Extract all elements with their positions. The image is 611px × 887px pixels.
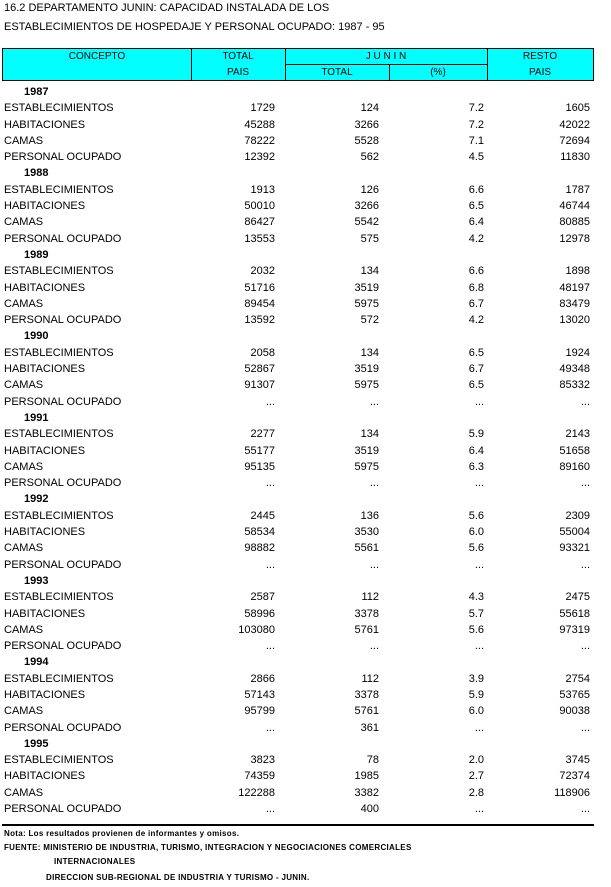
- source-line3: DIRECCION SUB-REGIONAL DE INDUSTRIA Y TURISMO - JUNIN.: [46, 873, 310, 882]
- junin-pct-cell: 2.0: [468, 754, 484, 767]
- concept-cell: ESTABLECIMIENTOS: [4, 754, 114, 767]
- table-row: [0, 703, 611, 719]
- table-row: [0, 263, 611, 279]
- junin-pct-cell: 6.5: [468, 379, 484, 392]
- concept-cell: CAMAS: [4, 134, 44, 147]
- table-row: [0, 687, 611, 703]
- junin-pct-cell: 7.2: [468, 102, 484, 115]
- header-resto-pais: PAIS: [528, 67, 552, 78]
- junin-pct-cell: 6.5: [468, 346, 484, 359]
- header-concepto: CONCEPTO: [68, 51, 126, 62]
- junin-total-cell: ...: [369, 477, 379, 490]
- junin-total-cell: 5975: [354, 460, 379, 473]
- table-row: [0, 785, 611, 801]
- resto-pais-cell: ...: [580, 395, 590, 408]
- junin-pct-cell: 6.0: [468, 526, 484, 539]
- concept-cell: PERSONAL OCUPADO: [4, 395, 122, 408]
- concept-cell: 1989: [24, 248, 49, 261]
- junin-total-cell: 3519: [354, 363, 379, 376]
- concept-cell: ESTABLECIMIENTOS: [4, 183, 114, 196]
- junin-pct-cell: 7.2: [468, 118, 484, 131]
- junin-pct-cell: 5.7: [468, 607, 484, 620]
- resto-pais-cell: 53765: [559, 688, 590, 701]
- concept-cell: CAMAS: [4, 460, 44, 473]
- concept-cell: CAMAS: [4, 623, 44, 636]
- year-row: [0, 654, 611, 670]
- junin-pct-cell: ...: [474, 477, 484, 490]
- junin-pct-cell: 6.6: [468, 183, 484, 196]
- total-pais-cell: 1729: [250, 102, 275, 115]
- resto-pais-cell: 42022: [559, 118, 590, 131]
- total-pais-cell: ...: [265, 721, 275, 734]
- junin-pct-cell: 5.6: [468, 509, 484, 522]
- junin-pct-cell: 6.0: [468, 705, 484, 718]
- resto-pais-cell: 55618: [559, 607, 590, 620]
- total-pais-cell: ...: [265, 803, 275, 816]
- resto-pais-cell: 46744: [559, 200, 590, 213]
- year-row: [0, 736, 611, 752]
- concept-cell: PERSONAL OCUPADO: [4, 477, 122, 490]
- concept-cell: CAMAS: [4, 297, 44, 310]
- total-pais-cell: 122288: [238, 786, 275, 799]
- concept-cell: PERSONAL OCUPADO: [4, 558, 122, 571]
- header-junin-pct: (%): [430, 67, 446, 78]
- junin-total-cell: 5528: [354, 134, 379, 147]
- header-junin-total: TOTAL: [321, 67, 353, 78]
- junin-total-cell: ...: [369, 558, 379, 571]
- header-junin: J U N I N: [365, 51, 407, 62]
- junin-pct-cell: ...: [474, 395, 484, 408]
- total-pais-cell: 86427: [244, 216, 275, 229]
- resto-pais-cell: 97319: [559, 623, 590, 636]
- concept-cell: PERSONAL OCUPADO: [4, 151, 122, 164]
- total-pais-cell: 2032: [250, 265, 275, 278]
- junin-pct-cell: 4.5: [468, 151, 484, 164]
- table-row: [0, 752, 611, 768]
- table-row: [0, 720, 611, 736]
- table-title-line1: 16.2 DEPARTAMENTO JUNIN: CAPACIDAD INSTALADA DE LOS: [4, 2, 330, 14]
- resto-pais-cell: 80885: [559, 216, 590, 229]
- concept-cell: CAMAS: [4, 705, 44, 718]
- total-pais-cell: ...: [265, 640, 275, 653]
- table-row: [0, 557, 611, 573]
- resto-pais-cell: 11830: [560, 151, 590, 164]
- concept-cell: HABITACIONES: [4, 363, 86, 376]
- junin-total-cell: 3519: [354, 444, 379, 457]
- total-pais-cell: 2445: [250, 509, 275, 522]
- table-row: [0, 133, 611, 149]
- concept-cell: 1994: [24, 656, 49, 669]
- total-pais-cell: 55177: [244, 444, 275, 457]
- junin-total-cell: 3266: [354, 200, 379, 213]
- resto-pais-cell: 13020: [559, 314, 590, 327]
- table-row: [0, 117, 611, 133]
- table-row: [0, 100, 611, 116]
- header-resto: RESTO: [522, 51, 558, 62]
- table-row: [0, 394, 611, 410]
- concept-cell: HABITACIONES: [4, 200, 86, 213]
- junin-pct-cell: ...: [474, 558, 484, 571]
- resto-pais-cell: ...: [580, 721, 590, 734]
- junin-total-cell: 5561: [354, 542, 379, 555]
- resto-pais-cell: 55004: [559, 526, 590, 539]
- table-row: [0, 312, 611, 328]
- junin-pct-cell: 5.9: [468, 428, 484, 441]
- resto-pais-cell: 72374: [559, 770, 590, 783]
- total-pais-cell: 57143: [244, 688, 275, 701]
- junin-pct-cell: ...: [474, 640, 484, 653]
- concept-cell: ESTABLECIMIENTOS: [4, 428, 114, 441]
- junin-pct-cell: 2.8: [468, 786, 484, 799]
- concept-cell: PERSONAL OCUPADO: [4, 721, 122, 734]
- concept-cell: CAMAS: [4, 542, 44, 555]
- table-row: [0, 589, 611, 605]
- concept-cell: CAMAS: [4, 216, 44, 229]
- junin-total-cell: 3266: [354, 118, 379, 131]
- total-pais-cell: 95799: [244, 705, 275, 718]
- resto-pais-cell: 72694: [559, 134, 590, 147]
- resto-pais-cell: 93321: [559, 542, 590, 555]
- table-row: [0, 443, 611, 459]
- junin-pct-cell: 6.3: [468, 460, 484, 473]
- junin-pct-cell: 5.9: [468, 688, 484, 701]
- header-pais: PAIS: [226, 67, 250, 78]
- resto-pais-cell: 2475: [565, 591, 590, 604]
- table-row: [0, 540, 611, 556]
- table-row: [0, 149, 611, 165]
- table-row: [0, 182, 611, 198]
- table-row: [0, 280, 611, 296]
- resto-pais-cell: ...: [580, 558, 590, 571]
- junin-total-cell: 361: [360, 721, 379, 734]
- table-row: [0, 524, 611, 540]
- table-row: [0, 198, 611, 214]
- junin-pct-cell: 6.8: [468, 281, 484, 294]
- junin-total-cell: ...: [369, 395, 379, 408]
- concept-cell: 1992: [24, 493, 49, 506]
- junin-total-cell: 3382: [354, 786, 379, 799]
- table-row: [0, 768, 611, 784]
- resto-pais-cell: 3745: [565, 754, 590, 767]
- total-pais-cell: 89454: [244, 297, 275, 310]
- resto-pais-cell: 85332: [559, 379, 590, 392]
- table-body: [0, 84, 611, 817]
- junin-total-cell: 5975: [354, 379, 379, 392]
- resto-pais-cell: 1605: [565, 102, 590, 115]
- resto-pais-cell: 49348: [559, 363, 590, 376]
- junin-total-cell: 5975: [354, 297, 379, 310]
- concept-cell: HABITACIONES: [4, 118, 86, 131]
- junin-pct-cell: 4.2: [468, 232, 484, 245]
- resto-pais-cell: 89160: [559, 460, 590, 473]
- concept-cell: 1995: [24, 737, 49, 750]
- total-pais-cell: 91307: [244, 379, 275, 392]
- junin-total-cell: 78: [366, 754, 379, 767]
- concept-cell: CAMAS: [4, 379, 44, 392]
- junin-total-cell: 124: [360, 102, 379, 115]
- junin-total-cell: 126: [360, 183, 379, 196]
- table-row: [0, 377, 611, 393]
- junin-pct-cell: 4.2: [468, 314, 484, 327]
- total-pais-cell: 1913: [250, 183, 275, 196]
- total-pais-cell: 2866: [250, 672, 275, 685]
- concept-cell: 1987: [24, 86, 49, 98]
- junin-total-cell: 5761: [354, 623, 379, 636]
- resto-pais-cell: 83479: [559, 297, 590, 310]
- resto-pais-cell: 2143: [565, 428, 590, 441]
- concept-cell: PERSONAL OCUPADO: [4, 232, 122, 245]
- total-pais-cell: 52867: [244, 363, 275, 376]
- total-pais-cell: 98882: [244, 542, 275, 555]
- year-row: [0, 410, 611, 426]
- junin-pct-cell: 7.1: [468, 134, 484, 147]
- concept-cell: ESTABLECIMIENTOS: [4, 346, 114, 359]
- total-pais-cell: 58996: [244, 607, 275, 620]
- total-pais-cell: ...: [265, 477, 275, 490]
- year-row: [0, 165, 611, 181]
- footnote: Nota: Los resultados provienen de informantes y omisos.: [4, 829, 240, 838]
- header-total: TOTAL: [222, 51, 254, 62]
- concept-cell: 1990: [24, 330, 49, 343]
- concept-cell: 1988: [24, 167, 49, 180]
- total-pais-cell: 45288: [244, 118, 275, 131]
- total-pais-cell: ...: [265, 558, 275, 571]
- concept-cell: 1991: [24, 411, 49, 424]
- table-row: [0, 459, 611, 475]
- junin-pct-cell: 6.5: [468, 200, 484, 213]
- table-row: [0, 345, 611, 361]
- junin-pct-cell: 6.4: [468, 216, 484, 229]
- total-pais-cell: 95135: [244, 460, 275, 473]
- resto-pais-cell: 2309: [565, 509, 590, 522]
- resto-pais-cell: 118906: [554, 786, 590, 799]
- resto-pais-cell: 1898: [565, 265, 590, 278]
- junin-total-cell: 5542: [354, 216, 379, 229]
- table-row: [0, 426, 611, 442]
- total-pais-cell: ...: [265, 395, 275, 408]
- total-pais-cell: 58534: [244, 526, 275, 539]
- concept-cell: CAMAS: [4, 786, 44, 799]
- concept-cell: ESTABLECIMIENTOS: [4, 591, 114, 604]
- resto-pais-cell: ...: [580, 477, 590, 490]
- resto-pais-cell: ...: [580, 640, 590, 653]
- junin-total-cell: 575: [360, 232, 379, 245]
- junin-pct-cell: 6.6: [468, 265, 484, 278]
- table-row: [0, 214, 611, 230]
- resto-pais-cell: 2754: [565, 672, 590, 685]
- year-row: [0, 328, 611, 344]
- junin-pct-cell: 6.4: [468, 444, 484, 457]
- junin-total-cell: 400: [360, 803, 379, 816]
- concept-cell: HABITACIONES: [4, 770, 86, 783]
- concept-cell: ESTABLECIMIENTOS: [4, 509, 114, 522]
- resto-pais-cell: 12978: [559, 232, 590, 245]
- junin-total-cell: 134: [360, 428, 379, 441]
- total-pais-cell: 2058: [250, 346, 275, 359]
- junin-total-cell: 112: [361, 672, 379, 685]
- year-row: [0, 247, 611, 263]
- concept-cell: PERSONAL OCUPADO: [4, 803, 122, 816]
- resto-pais-cell: 51658: [559, 444, 590, 457]
- junin-total-cell: 136: [360, 509, 379, 522]
- junin-total-cell: 1985: [354, 770, 379, 783]
- total-pais-cell: 50010: [244, 200, 275, 213]
- table-row: [0, 508, 611, 524]
- junin-total-cell: 3378: [354, 688, 379, 701]
- concept-cell: PERSONAL OCUPADO: [4, 314, 122, 327]
- junin-total-cell: 3378: [354, 607, 379, 620]
- total-pais-cell: 74359: [244, 770, 275, 783]
- table-row: [0, 801, 611, 817]
- resto-pais-cell: 1924: [565, 346, 590, 359]
- resto-pais-cell: ...: [580, 803, 590, 816]
- junin-pct-cell: 2.7: [468, 770, 484, 783]
- resto-pais-cell: 90038: [559, 705, 590, 718]
- junin-pct-cell: 3.9: [468, 672, 484, 685]
- total-pais-cell: 3823: [250, 754, 275, 767]
- junin-total-cell: 134: [360, 346, 379, 359]
- table-title-line2: ESTABLECIMIENTOS DE HOSPEDAJE Y PERSONAL OCUPADO: 1987 - 95: [4, 21, 385, 33]
- junin-total-cell: 134: [360, 265, 379, 278]
- table-row: [0, 638, 611, 654]
- junin-pct-cell: 4.3: [468, 591, 484, 604]
- junin-pct-cell: 6.7: [468, 363, 484, 376]
- footer-divider: [2, 824, 594, 826]
- table-row: [0, 622, 611, 638]
- total-pais-cell: 103080: [238, 623, 275, 636]
- junin-total-cell: 112: [361, 591, 379, 604]
- total-pais-cell: 78222: [244, 134, 275, 147]
- concept-cell: HABITACIONES: [4, 607, 86, 620]
- total-pais-cell: 2277: [250, 428, 275, 441]
- junin-pct-cell: ...: [474, 721, 484, 734]
- table-row: [0, 606, 611, 622]
- junin-pct-cell: 6.7: [468, 297, 484, 310]
- total-pais-cell: 51716: [244, 281, 275, 294]
- junin-total-cell: 562: [360, 151, 379, 164]
- total-pais-cell: 13592: [244, 314, 275, 327]
- junin-total-cell: 3530: [354, 526, 379, 539]
- junin-pct-cell: 5.6: [468, 623, 484, 636]
- table-row: [0, 671, 611, 687]
- year-row: [0, 84, 611, 100]
- concept-cell: ESTABLECIMIENTOS: [4, 672, 114, 685]
- table-row: [0, 361, 611, 377]
- junin-total-cell: 5761: [354, 705, 379, 718]
- table-row: [0, 231, 611, 247]
- year-row: [0, 491, 611, 507]
- junin-pct-cell: 5.6: [468, 542, 484, 555]
- junin-pct-cell: ...: [474, 803, 484, 816]
- total-pais-cell: 2587: [250, 591, 275, 604]
- concept-cell: PERSONAL OCUPADO: [4, 640, 122, 653]
- source-line1: FUENTE: MINISTERIO DE INDUSTRIA, TURISMO, INTEGRACION Y NEGOCIACIONES COMERCIALES: [4, 843, 412, 852]
- table-row: [0, 296, 611, 312]
- total-pais-cell: 13553: [244, 232, 275, 245]
- concept-cell: ESTABLECIMIENTOS: [4, 102, 114, 115]
- concept-cell: 1993: [24, 574, 49, 587]
- junin-total-cell: 572: [360, 314, 379, 327]
- resto-pais-cell: 1787: [565, 183, 590, 196]
- junin-total-cell: ...: [369, 640, 379, 653]
- source-line2: INTERNACIONALES: [54, 857, 136, 866]
- concept-cell: ESTABLECIMIENTOS: [4, 265, 114, 278]
- concept-cell: HABITACIONES: [4, 526, 86, 539]
- total-pais-cell: 12392: [244, 151, 275, 164]
- table-row: [0, 475, 611, 491]
- concept-cell: HABITACIONES: [4, 688, 86, 701]
- concept-cell: HABITACIONES: [4, 281, 86, 294]
- year-row: [0, 573, 611, 589]
- resto-pais-cell: 48197: [559, 281, 590, 294]
- junin-total-cell: 3519: [354, 281, 379, 294]
- table-header: [2, 48, 594, 81]
- concept-cell: HABITACIONES: [4, 444, 86, 457]
